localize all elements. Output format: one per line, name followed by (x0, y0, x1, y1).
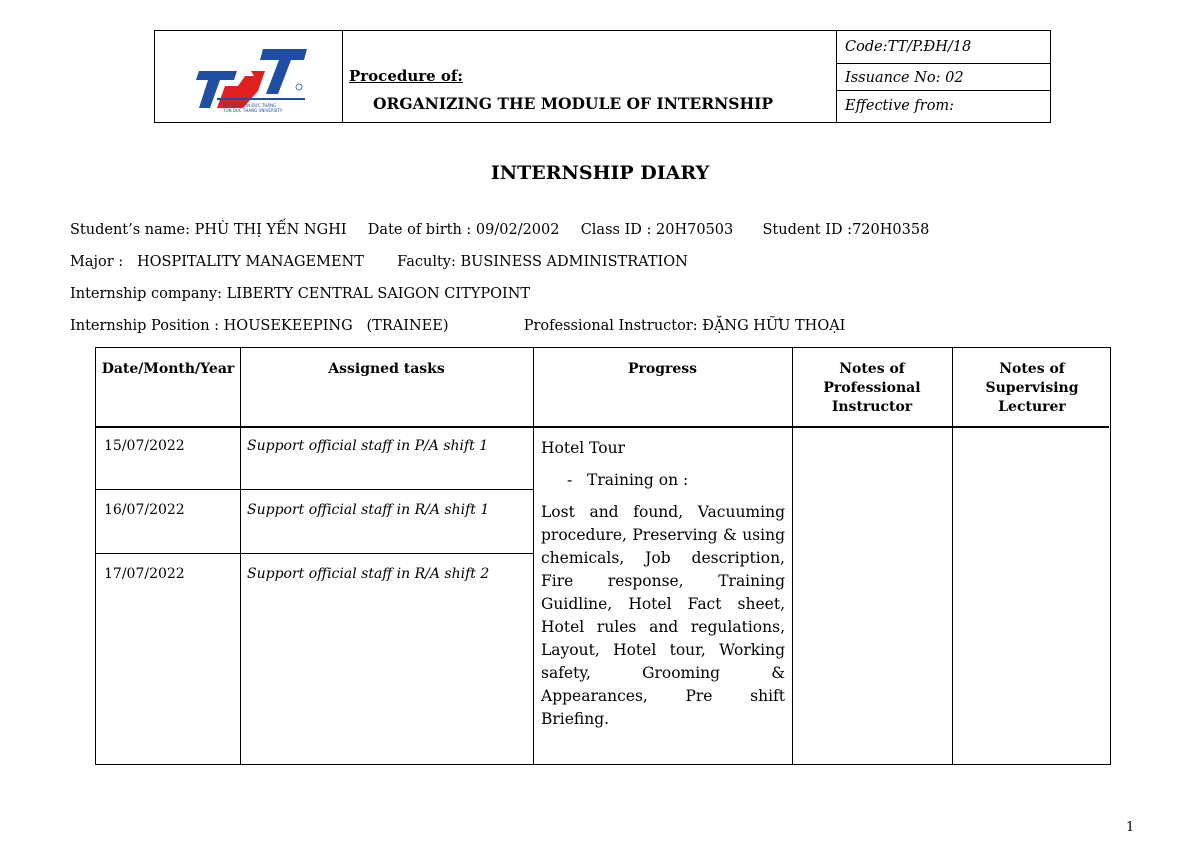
progress-heading: Hotel Tour (541, 439, 625, 457)
date-of-birth: Date of birth : 09/02/2002 (367, 222, 560, 238)
class-id: Class ID : 20H70503 (580, 222, 734, 238)
document-code: Code:TT/P.ĐH/18 (837, 31, 1050, 64)
row-task: Support official staff in R/A shift 1 (247, 502, 490, 518)
faculty: Faculty: BUSINESS ADMINISTRATION (397, 254, 688, 270)
row-date: 17/07/2022 (104, 566, 185, 582)
document-meta (837, 31, 1050, 122)
diary-table (95, 347, 1111, 765)
page-title: INTERNSHIP DIARY (490, 162, 710, 184)
procedure-title: ORGANIZING THE MODULE OF INTERNSHIP (373, 94, 774, 113)
document-header (154, 30, 1051, 123)
internship-company: Internship company: LIBERTY CENTRAL SAIGON CITYPOINT (70, 286, 531, 302)
header-tasks: Assigned tasks (328, 361, 445, 377)
row-date: 15/07/2022 (104, 438, 185, 454)
progress-body: Lost and found, Vacuuming procedure, Preserving & using chemicals, Job description, Fire response, Training Guidline, Hotel Fact sheet, Hotel rules and regulations, Layout, Hotel tour, Working safety, Grooming & Appearances, Pre shift Briefing. (541, 503, 785, 728)
svg-text:TON DUC THANG UNIVERSITY: TON DUC THANG UNIVERSITY (223, 108, 283, 113)
student-id: Student ID :720H0358 (762, 222, 930, 238)
student-name: Student’s name: PHÙ THỊ YẾN NGHI (70, 222, 347, 238)
progress-bullet: - Training on : (567, 471, 689, 489)
professional-instructor: Professional Instructor: ĐẶNG HỮU THOẠI (523, 318, 846, 334)
internship-position: Internship Position : HOUSEKEEPING (TRAINEE) (70, 318, 449, 334)
row-task: Support official staff in R/A shift 2 (247, 566, 490, 582)
row-date: 16/07/2022 (104, 502, 185, 518)
procedure-label: Procedure of: (349, 67, 463, 85)
issuance-number: Issuance No: 02 (837, 64, 1050, 91)
position-line (70, 318, 845, 334)
row-task: Support official staff in P/A shift 1 (247, 438, 489, 454)
header-notes-instructor: Notes of Professional Instructor (823, 361, 921, 415)
major-line (70, 254, 688, 270)
university-logo (155, 31, 341, 122)
procedure-cell (343, 31, 837, 122)
logo-cell (155, 31, 343, 122)
header-date: Date/Month/Year (101, 361, 235, 377)
company-line (70, 286, 530, 302)
page-number: 1 (1126, 820, 1135, 835)
header-notes-lecturer: Notes of Supervising Lecturer (985, 361, 1079, 415)
effective-date: Effective from: (845, 98, 955, 114)
major: Major : HOSPITALITY MANAGEMENT (70, 254, 364, 270)
logo-caption: ĐẠI HỌC TÔN ĐỨC THẮNG (223, 103, 277, 108)
header-progress: Progress (627, 361, 698, 377)
student-info-line (70, 222, 929, 238)
progress-cell (541, 437, 785, 731)
